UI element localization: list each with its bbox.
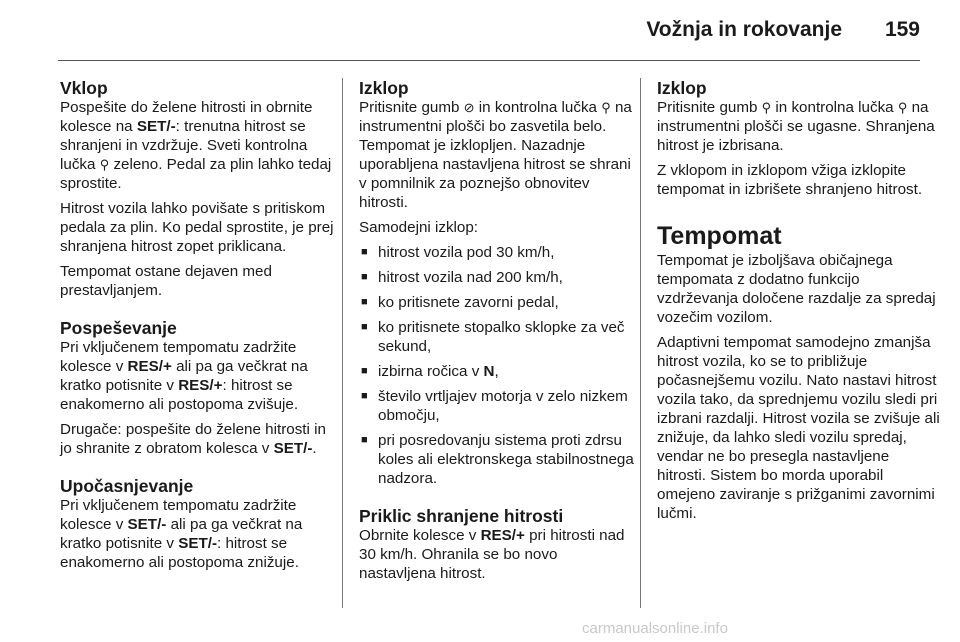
column-1 [60,78,335,578]
heading-vklop: Vklop [60,78,108,98]
running-header-title: Vožnja in rokovanje [646,18,842,41]
column-divider [640,78,641,608]
column-divider [342,78,343,608]
paragraph: Adaptivni tempomat samodejno zmanjša hitrost vozila, ko se to približuje počasnejšemu vozilu. Nato nastavi hitrost vozila tako, da sprednjemu vozilu sledi pri izbrani razdalji. Hitrost vozila se zvišuje ali znižuje, da lahko sledi vozilu spredaj, vendar ne bo presegla nastavljene hitrosti. Sistem bo morda uporabil omejeno zaviranje s prižganimi zavornimi lučmi. [657,334,940,522]
column-3 [657,78,942,529]
paragraph: Drugače: pospešite do želene hitrosti in jo shranite z obratom kolesca v SET/-. [60,421,326,457]
heading-izklop: Izklop [359,78,409,98]
paragraph: Pritisnite gumb ⊘ in kontrolna lučka ⚲ na instrumentni plošči bo zasvetila belo. Tempomat je izklopljen. Nazadnje uporabljena nastavljena hitrost se shrani v pomnilnik za poznejšo obnovitev hitrosti. [359,99,632,211]
list-item: ■ pri posredovanju sistema proti zdrsu koles ali elektronskega stabilnostnega nadzora. [359,431,637,488]
paragraph: Pritisnite gumb ⚲ in kontrolna lučka ⚲ na instrumentni plošči se ugasne. Shranjena hitrost je izbrisana. [657,99,935,154]
paragraph: Pospešite do želene hitrosti in obrnite kolesce na SET/-: trenutna hitrost se shranjeni in vzdržuje. Sveti kontrolna lučka ⚲ zeleno. Pedal za plin lahko tedaj sprostite. [60,99,332,192]
paragraph: Tempomat ostane dejaven med prestavljanjem. [60,263,272,299]
list-item: ■ število vrtljajev motorja v zelo nizkem območju, [359,387,637,425]
auto-off-list [359,243,637,488]
header-rule [58,60,920,61]
cruise-control-icon: ⚲ [897,100,908,115]
heading-izklop: Izklop [657,78,707,98]
paragraph: Tempomat je izboljšava običajnega tempomata z dodatno funkcijo vzdrževanja določene razdalje za spredaj vozečim vozilom. [657,252,936,326]
paragraph: Z vklopom in izklopom vžiga izklopite tempomat in izbrišete shranjeno hitrost. [657,162,923,198]
list-item: ■ ko pritisnete zavorni pedal, [359,293,637,312]
heading-tempomat: Tempomat [657,222,782,250]
cruise-control-icon: ⚲ [99,157,110,172]
page-number: 159 [884,18,920,41]
cruise-control-icon: ⚲ [601,100,611,115]
list-item: ■ hitrost vozila pod 30 km/h, [359,243,637,262]
list-item: ■ izbirna ročica v N, [359,362,637,381]
heading-priklic: Priklic shranjene hitrosti [359,506,564,526]
paragraph: Samodejni izklop: [359,219,479,236]
list-item: ■ hitrost vozila nad 200 km/h, [359,268,637,287]
heading-pospesevanje: Pospeševanje [60,318,177,338]
column-2 [359,78,637,589]
list-item: ■ ko pritisnete stopalko sklopke za več sekund, [359,318,637,356]
paragraph: Pri vključenem tempomatu zadržite kolesce v SET/- ali pa ga večkrat na kratko potisnite v SET/-: hitrost se enakomerno ali postopoma znižuje. [60,497,303,571]
paragraph: Hitrost vozila lahko povišate s pritiskom pedala za plin. Ko pedal sprostite, je prej shranjena hitrost zopet priklicana. [60,200,334,255]
paragraph: Pri vključenem tempomatu zadržite kolesce v RES/+ ali pa ga večkrat na kratko potisnite v RES/+: hitrost se enakomerno ali postopoma zvišuje. [60,339,308,413]
heading-upocasnjevanje: Upočasnjevanje [60,476,194,496]
watermark: carmanualsonline.info [582,620,728,637]
cruise-control-icon: ⚲ [761,100,772,115]
paragraph: Obrnite kolesce v RES/+ pri hitrosti nad 30 km/h. Ohranila se bo novo nastavljena hitrost. [359,527,625,582]
cancel-button-icon: ⊘ [463,100,475,115]
